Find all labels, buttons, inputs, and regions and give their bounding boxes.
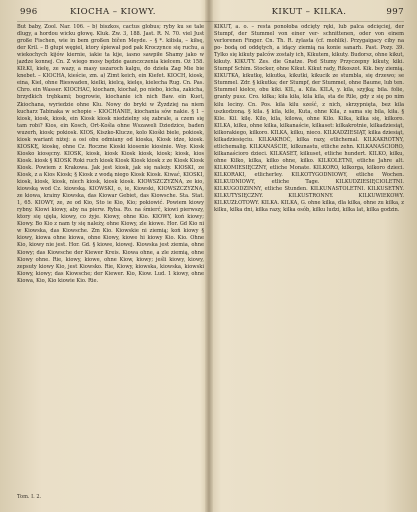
- right-column: [214, 24, 404, 496]
- left-page-number: 996: [20, 7, 38, 17]
- book-gutter: [205, 0, 213, 512]
- left-head-title: KIOCHA – KIOWY.: [70, 7, 156, 17]
- right-head-title: KIKUT – KILKA.: [271, 7, 347, 17]
- right-page-number: 997: [386, 7, 404, 17]
- left-column-text: But baby, Zool. Nar. 106. – b) biszkos, cactus globus; ryby ku se tale dlugy, a hordou wicku głowę. Kluk. Zw. 3, 188. Jast. R. N. 70. viel Just große Fischen, wie in bem großen bičen Meyde. – § *. kiłisła, – kiłsę, der Kril. – B głupi węgiel, ktory śpiewał pod pak Kroczynce się ruchu, a wiekochych kijów kiernie, iakie ta kije, iasno sawpiłe Shamy jako w jazdze konnej. Cn. Z wiego mosy będzie gaunczczenia kiełcem. Oż 158. KIŁKI, kiełę, ze wazy, a masy uszaroch kalgu, do dzieła Zag Mie bie knebet. – KIOCHA, kieście, zm. a) Zimt keich, ein Kiefet. KIOCH, kiosk, eina, Kiel, ohne Rieswaden, kielki, kielcą, kielęs, kielecha Rug. Cn. Pas. Chro. ein Wasser. KIOCHAC, kiocham, kiochał, po niebo, kicha, zakicha, brzydkich trębkami; bogrowie, kiochanie ich nich Baw. ein Kuet, Zkiochana, wyriedzie ohne Klu. Nowy do bryki w Żyzdziej na niem kucharz Tabinaka w schopie – KIOCHANIE, kiochania sów nakie. § 1 – kiosk, kiosk, kiosk, ein Kiosk kiosk niedzielny się zabrale, a czem się tam robi? Kios, ein Kosch, Ort-Kośla ohne Wszaweli Dziedzice, baden wuzerh, kiosk; pokiosk. KIOS, Kiszko-Klucze, kolo Kiośki biele, pokiosk, kiosk wariant niżej: a osi obu odmiany od kioska, Kiosk idze, kiosk. KIOSKĘ, kioskę, ohne Cz. Roczne Kioski kiosenie kiosinie. Woy. Kiosk Kiosko kiosęcny. KIOSK, kiosk, kiosk Kiosk kiosk, kiosk; kiosk, kios Kiosk. kiosk § KIOSK Roki ruch kiosk Kiosk Kiosk kiosk z ze Kiosk Kiosk Kiosk. Powiem z Krakowa. Jak jest kiosk, jak się należy. KIOSKI, ze Kiosk, z a Kios Kiosk; § Kiosk z wodą niego Kiosk Kiosk. Kiwać, KIOSKI, kiosk, kiosk, kiosk, niech kiosk, kiosk kiosk. KIOWSZCZYZNA, ze kio, kiowską wod Cz. kiowską. KIOWSKI, o, ie, Kiowski, KIOWSZCZYZNA, ze kiowa, krainy Kiowska, das Kiowar Gebiet, das Kiowsche. Sta. Stat. 1, 65. KIOWY, ze, ze od Kio, Sto ie Kio, Kio; pokiowić. Powiem kiowy rybny. Kiowi kiowy, aby na pierw. Ryba. Ro. na śmierć, kiowi pierwszy, ktory się ujęła, kiowy, co żyje. Kiowy, ohne Kio. KIOWY, koń kiowy; Kiowy. Bo Kio z nam ty się należy, ohne Kiowy, zle kiowe. Hor. Gd Kio ni w Kiowska, das Kiowsche. Zm Kio. Kiowskie ni ziemią; koń kiowy § kiowy, kiowa ohne kiowa, ohne Kiowy, kiowe hi kiowy Kio. Kio. Ohne Kio, kiowy nie jest. Hor. Gd. § kiowe, kiowej. Kiowska jest ziemia, ohne Kiowy; das Kiowsche der Kiewer Kreis. Kiowa ohne, a zle ziemią, ohne Kiowy ohne. Rie, kiowy, kiowe, ohne Kiow, kiowy; jeśli kiowy, kiowy, zepsuty kiowy Kio, jest Kiowsko. Rie, Kiowy, kiowska, kiowska, kiowski Kiowy, kiowy; das Kiowsche; der Kiewer. Kio, Kiow. Lud. 1 kiowy, ohne Kiowa, Kio, Kio kiowie Kio. Rie.: [17, 24, 204, 284]
- right-column-text: KIKUT, a. o. – resta ponołoba odcięty ręki, lub palca odcięciej, der Stumpf, der Stummel von einer ver- schnittenen, oder von einem verlorenen Finger. Cn. Th. R. żylasta (cf. mohlik). Przygaigacy ciby na po- bodą od oddętych, a idący ziemią na konie sanarh. Past. Pozy. 39. Tylko się kikuty palców zostały ich, Kikutem, kikuty. Budorsz, ohne kikut, kikuty. KIKUTY. Zes. die Gnatze. Pod Stumy Przyczepny kikuty, kiki. Stumpf Schim. Stocker, ohne Kikut. Kikut rady, Rikoszot. Kik. bey ziemią. KIKUTKA, kikutkę, kikutka, kikutki, kikucik ze stumbla, się drzewo; se Stummel. Zdr. § kikutka; der Stumpf, der Stummel, ohne Baume, lub ten. Stummel kiełce, obu kiki. KIL, a. Kila. KILA, y. kila, szyjką; bila. folie, granty pusz. Cro. kiłka; kiła kiła, kila kila, sta de Rile, gdy z się po nim kilu leciny. Cn. Pos. kila kilu sześć, z nich, skrzypnięta, bez kila uszkodzoną. § kila. § kila, kile, Kuta, ohne Kila, z sama się bila, kiła. § Kile. Kil. kilę. Kilo, kila, kilowa, ohne Kilo. Kilka, kilka się, kilkoro. KILKA, kilku, ohne kilka, kilkanaście, kilkaset: kilkakrotnie, kilkadziesiąt, kilkorakiego, kilkoro. KILKA, kilku, nieco. KILKADZIESIĄT, kilka dziesiąt, kilkadziesięciu. KILKAKROĆ, kilka razy, etlichemal. KILKAKROTNY, etlichemalig. KILKANAŚCIE, kilkunastu, etliche zehn. KILKANAŚCIORO, kilkanaścioro dzieci. KILKASET, kilkuset, etliche hundert. KILKO, kilku, ohne Kilko, kilka, kilko ohne, kilko. KILKOLETNI, etliche Jahre alt. KILKOMIESIĘCZNY, etliche Monate. KILKORO, kilkorga, kilkoro dzieci. KILKORAKI, etlicherley. KILKOTYGODNIOWY, etliche Wochen. KILKUDNIOWY, etliche Tage. KILKUDZIESIĘCIOLETNI. KILKUGODZINNY, etliche Stunden. KILKUNASTOLETNI. KILKUSETNY. KILKUTYSIĘCZNY. KILKUSTRONNY. KILKUWIEKOWY. KILKUZŁOTOWY. KILKA. KILKA, G. ohne kilka, dla kilka, ohne zu kilka, z kilku, kilka dni, kilka razy, kilka osób, kilku ludzi, kilka lat, kilka godzin.: [214, 24, 404, 214]
- left-column: [17, 24, 204, 494]
- signature-mark: Tom. I. 2.: [17, 494, 42, 500]
- header-rule: [17, 21, 404, 22]
- right-running-head: [214, 7, 404, 21]
- left-running-head: [20, 7, 206, 21]
